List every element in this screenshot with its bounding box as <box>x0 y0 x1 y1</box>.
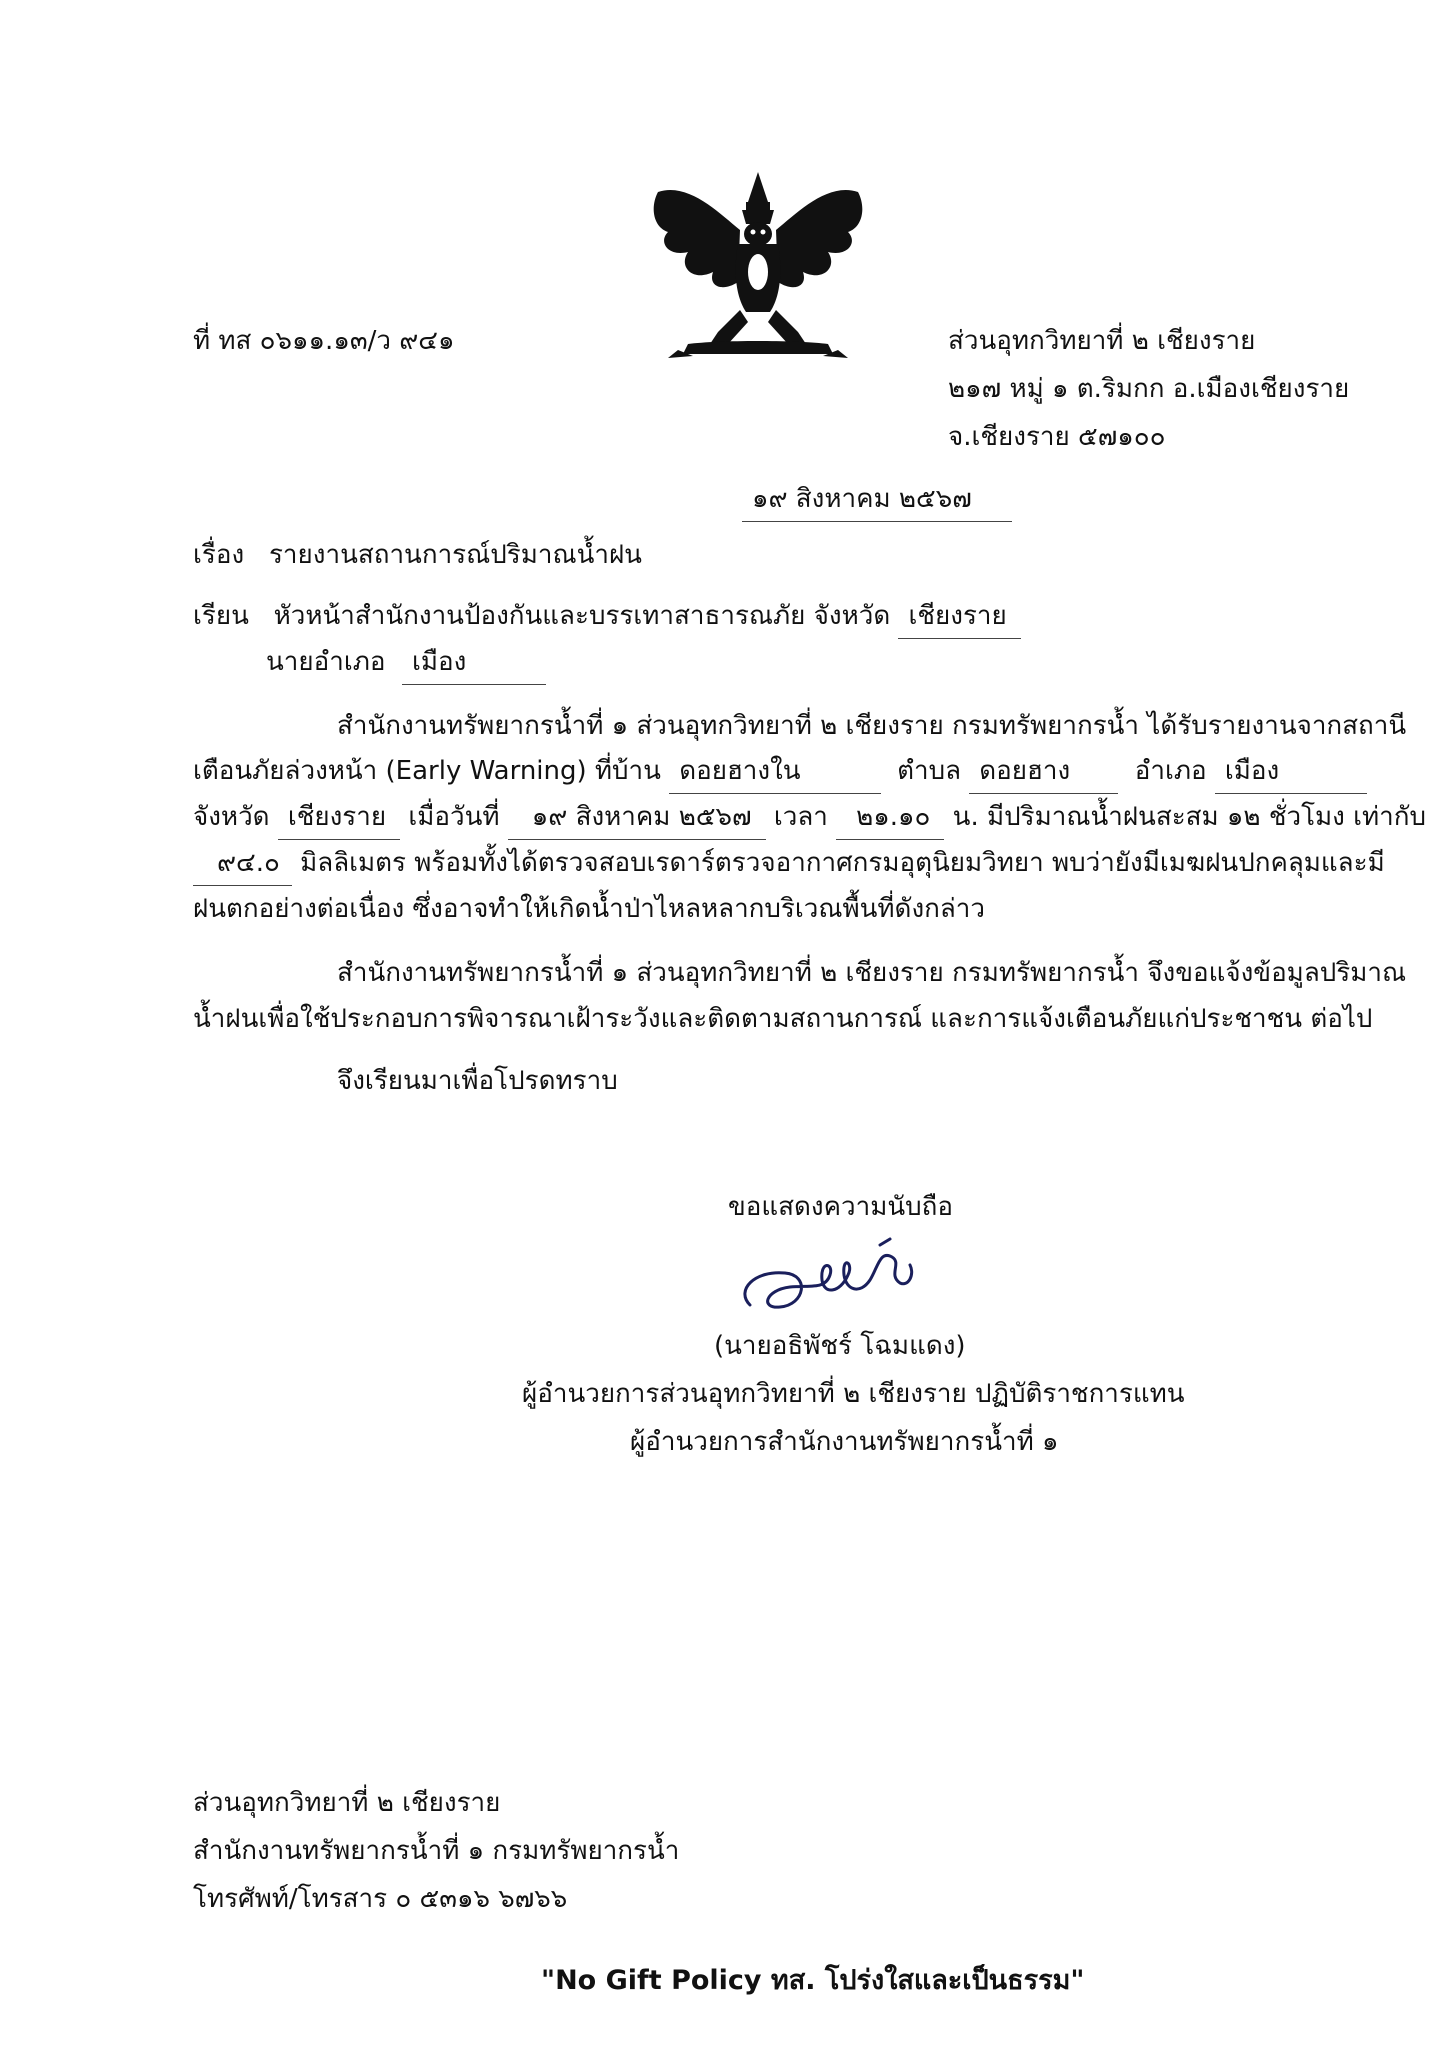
contact-office: สำนักงานทรัพยากรน้ำที่ ๑ กรมทรัพยากรน้ำ <box>193 1836 680 1866</box>
recipient-title-2: นายอำเภอ <box>266 647 386 677</box>
recipient-line-1 <box>193 595 1021 639</box>
subject-line <box>193 534 642 575</box>
contact-org: ส่วนอุทกวิทยาที่ ๒ เชียงราย <box>193 1788 501 1818</box>
closing-salutation: ขอแสดงความนับถือ <box>728 1192 953 1222</box>
no-gift-policy-footer: "No Gift Policy ทส. โปร่งใสและเป็นธรรม" <box>541 1965 1085 1996</box>
village-field: ดอยฮางใน <box>669 750 880 794</box>
signer-name: (นายอธิพัชร์ โฉมแดง) <box>714 1331 966 1361</box>
sender-address-line: ๒๑๗ หมู่ ๑ ต.ริมกก อ.เมืองเชียงราย <box>948 374 1350 404</box>
garuda-emblem-icon <box>648 172 868 362</box>
closing-request: จึงเรียนมาเพื่อโปรดทราบ <box>337 1066 618 1096</box>
subject-label: เรื่อง <box>193 540 245 570</box>
para2-line2: น้ำฝนเพื่อใช้ประกอบการพิจารณาเฝ้าระวังและติดตามสถานการณ์ และการแจ้งเตือนภัยแก่ประชาชน ต่อไป <box>193 1004 1373 1034</box>
recipient-title: หัวหน้าสำนักงานป้องกันและบรรเทาสาธารณภัย จังหวัด <box>273 601 891 631</box>
sender-org-name: ส่วนอุทกวิทยาที่ ๒ เชียงราย <box>948 326 1256 356</box>
observation-date-field: ๑๙ สิงหาคม ๒๕๖๗ <box>508 796 766 840</box>
para1-line4: ๙๔.๐ มิลลิเมตร พร้อมทั้งได้ตรวจสอบเรดาร์ตรวจอากาศกรมอุตุนิยมวิทยา พบว่ายังมีเมฆฝนปกคลุมและมี <box>193 842 1385 886</box>
recipient-province-field: เชียงราย <box>898 595 1020 639</box>
district-field: เมือง <box>1215 750 1367 794</box>
rainfall-amount-field: ๙๔.๐ <box>193 842 292 886</box>
signer-title-2: ผู้อำนวยการสำนักงานทรัพยากรน้ำที่ ๑ <box>630 1427 1059 1457</box>
document-number: ที่ ทส ๐๖๑๑.๑๓/ว ๙๔๑ <box>193 326 455 356</box>
subdistrict-field: ดอยฮาง <box>969 750 1118 794</box>
observation-time-field: ๒๑.๑๐ <box>836 796 944 840</box>
document-date: ๑๙ สิงหาคม ๒๕๖๗ <box>742 478 1012 522</box>
contact-phone: โทรศัพท์/โทรสาร ๐ ๕๓๑๖ ๖๗๖๖ <box>193 1884 568 1914</box>
signature-image-icon <box>730 1235 960 1330</box>
recipient-line-2 <box>266 641 546 685</box>
para2-line1: สำนักงานทรัพยากรน้ำที่ ๑ ส่วนอุทกวิทยาที่ ๒ เชียงราย กรมทรัพยากรน้ำ จึงขอแจ้งข้อมูลปริมาณ <box>337 958 1407 988</box>
recipient-district-field: เมือง <box>402 641 546 685</box>
signer-title-1: ผู้อำนวยการส่วนอุทกวิทยาที่ ๒ เชียงราย ปฏิบัติราชการแทน <box>522 1379 1185 1409</box>
para1-line3: จังหวัด เชียงราย เมื่อวันที่ ๑๙ สิงหาคม ๒๕๖๗ เวลา ๒๑.๑๐ น. มีปริมาณน้ำฝนสะสม ๑๒ ชั่วโมง เท่ากับ <box>193 796 1426 840</box>
para1-line1: สำนักงานทรัพยากรน้ำที่ ๑ ส่วนอุทกวิทยาที่ ๒ เชียงราย กรมทรัพยากรน้ำ ได้รับรายงานจากสถานี <box>337 711 1407 741</box>
sender-province-postcode: จ.เชียงราย ๕๗๑๐๐ <box>948 422 1166 452</box>
recipient-label: เรียน <box>193 601 249 631</box>
province-field: เชียงราย <box>278 796 400 840</box>
para1-line5: ฝนตกอย่างต่อเนื่อง ซึ่งอาจทำให้เกิดน้ำป่าไหลหลากบริเวณพื้นที่ดังกล่าว <box>193 894 986 924</box>
para1-line2: เตือนภัยล่วงหน้า (Early Warning) ที่บ้าน ดอยฮางใน ตำบล ดอยฮาง อำเภอ เมือง <box>193 750 1367 794</box>
subject-text: รายงานสถานการณ์ปริมาณน้ำฝน <box>268 540 642 570</box>
